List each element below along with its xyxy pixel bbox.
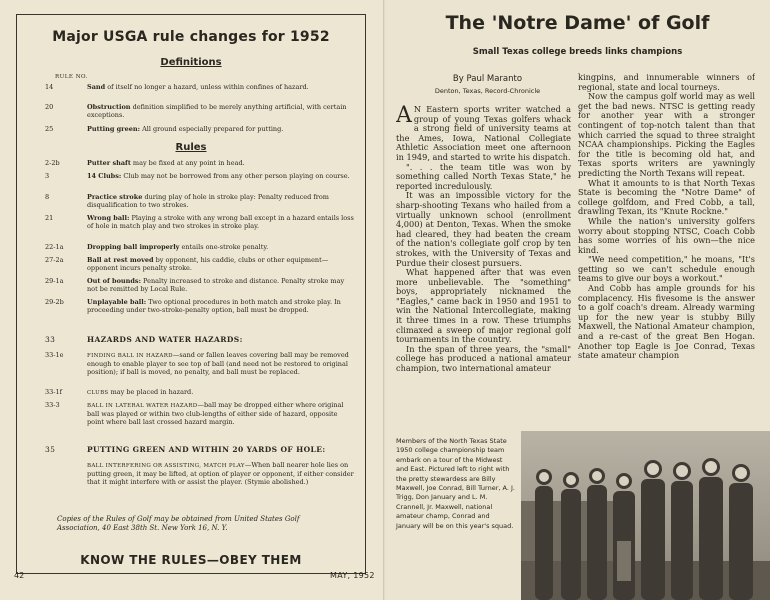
rule-text: entails one-stroke penalty.: [179, 243, 269, 251]
article-column-2: [578, 73, 755, 423]
rule-term: Putting green:: [87, 125, 140, 133]
byline: By Paul Maranto: [452, 74, 523, 84]
rule-text: definition simplified to be merely anything artificial, with certain exceptions.: [87, 103, 347, 119]
issue-date: MAY, 1952: [330, 571, 375, 580]
right-page: [385, 0, 770, 600]
rule-text: —sand or fallen leaves covering ball may be removed enough to enable player to see top of ball (and need not be restored to original position); if ball is moved, no penalty, and ball must be replaced.: [87, 351, 349, 376]
dateline: Denton, Texas, Record-Chronicle: [434, 87, 541, 95]
copies-note: Copies of the Rules of Golf may be obtained from United States Golf Association, 40 East 38th St. New York 16, N. Y.: [57, 515, 300, 532]
rule-number: 27-2a: [45, 256, 64, 264]
rule-text: Playing a stroke with any wrong ball except in a hazard entails loss of hole in match play and two strokes in stroke play.: [87, 214, 354, 230]
rule-term: Practice stroke: [87, 193, 143, 201]
paragraph: While the nation's university golfers worry about stopping NTSC, Coach Cobb has some worries of his own—the nice kind.: [578, 215, 755, 255]
rule-term: BALL INTERFERING OR ASSISTING, MATCH PLAY: [87, 463, 245, 469]
rule-number: 2-2b: [45, 159, 60, 167]
rule-text: by opponent, his caddie, clubs or other equipment—opponent incurs penalty stroke.: [87, 256, 329, 272]
rule-number: 22-1a: [45, 243, 64, 251]
rule-number: 20: [45, 103, 54, 111]
rule-number: 33-3: [45, 401, 60, 409]
article-title: The 'Notre Dame' of Golf: [445, 12, 710, 34]
definitions-heading: Definitions: [160, 57, 222, 68]
article-subtitle: Small Texas college breeds links champions: [472, 47, 683, 57]
rule-text: Club may not be borrowed from any other person playing on course.: [121, 172, 350, 180]
rule-term: FINDING BALL IN HAZARD: [87, 353, 173, 359]
rule-number: 29-1a: [45, 277, 64, 285]
rule-text: may be fixed at any point in head.: [130, 159, 245, 167]
rule-term: 14 Clubs:: [87, 172, 122, 180]
paragraph: kingpins, and innumerable winners of regional, state and local tourneys.: [578, 73, 755, 92]
paragraph: And Cobb has ample grounds for his complacency. His fivesome is the answer to a golf coach's dream. Already warming up for the new year is stubby Billy Maxwell, the National Amateur champion, and a re-cast of the great Ben Hogan. Another top Eagle is Joe Conrad, Texas state amateur champion: [578, 283, 755, 361]
rule-term: CLUBS: [87, 390, 109, 396]
rules-box-title: Major USGA rule changes for 1952: [52, 29, 330, 45]
photo-caption: Members of the North Texas State 1950 college championship team embark on a tour of the Midwest and East. Pictured left to right with the pretty stewardess are Billy Maxwell, Joe Conrad, Bill Turner, A. J. Trigg, Don January and L. M. Crannell, Jr. Maxwell, national amateur champ, Conrad and January will be on this year's squad.: [396, 437, 515, 530]
rule-term: Putter shaft: [87, 159, 131, 167]
paragraph: In the span of three years, the "small" college has produced a national amateur champion, two international amateur: [396, 343, 571, 374]
paragraph: Now the campus golf world may as well get the bad news. NTSC is getting ready for another year with a stronger contingent of top-notch talent than that which carried the squad to three straight NCAA championships. Picking the Eagles for the title is becoming old hat, and Texas sports writers are yawningly predicting the North Texans will repeat.: [578, 91, 755, 178]
rule-term: Out of bounds:: [87, 277, 141, 285]
rule-text: during play of hole in stroke play: Penalty reduced from disqualification to two strokes.: [87, 193, 329, 209]
rule-text: may be placed in hazard.: [108, 388, 194, 396]
paragraph: ". . . the team title was won by something called North Texas State," he reported incredulously.: [396, 161, 571, 191]
rule-text: Penalty increased to stroke and distance. Penalty stroke may not be remitted by Local Rule.: [87, 277, 345, 293]
hazards-number: 33: [45, 335, 56, 344]
rule-text: —ball may be dropped either where original ball was played or within two club-lengths of either side of hazard, opposite point where ball last crossed hazard margin.: [87, 401, 344, 426]
rule-term: Unplayable ball:: [87, 298, 147, 306]
slogan: KNOW THE RULES—OBEY THEM: [80, 553, 302, 567]
rule-number: 8: [45, 193, 50, 201]
rule-no-label: RULE NO.: [55, 74, 88, 80]
team-photo: [521, 431, 770, 600]
rule-number: 25: [45, 125, 54, 133]
paragraph: It was an impossible victory for the sharp-shooting Texans who hailed from a virtually unknown school (enrollment 4,000) at Denton, Texas. When the smoke had cleared, they had beaten the cream of the nation's collegiate golf crop by ten strokes, with the University of Texas and Purdue their closest pursuers.: [396, 190, 571, 268]
rule-number: 3: [45, 172, 50, 180]
rule-term: Ball at rest moved: [87, 256, 154, 264]
putting-green-heading: PUTTING GREEN AND WITHIN 20 YARDS OF HOLE:: [87, 445, 326, 454]
paragraph: "We need competition," he moans, "It's getting so we can't schedule enough teams to give our boys a workout.": [578, 254, 755, 284]
rule-number: 33-1f: [45, 388, 63, 396]
paragraph: What happened after that was even more unbelievable. The "something" boys, appropriately nicknamed the "Eagles," came back in 1950 and 1951 to win the National Intercollegiate, making it three times in a row. These triumphs climaxed a sweep of major regional golf tournaments in the country.: [396, 267, 571, 345]
rule-term: Wrong ball:: [87, 214, 130, 222]
drop-cap: A: [396, 105, 412, 128]
paragraph: A N Eastern sports writer watched a group of young Texas golfers whack a strong field of university teams at the Ames, Iowa, National Collegiate Athletic Association meet one afternoon in 1949, and started to write his dispatch.: [396, 105, 571, 162]
rule-text: All ground especially prepared for putting.: [140, 125, 284, 133]
rule-term: Dropping ball improperly: [87, 243, 180, 251]
rule-number: 33-1e: [45, 351, 64, 359]
rule-term: Sand: [87, 83, 106, 91]
rule-term: BALL IN LATERAL WATER HAZARD: [87, 403, 198, 409]
rule-number: 14: [45, 83, 54, 91]
page-number: 42: [14, 571, 25, 580]
rule-text: —When ball nearer hole lies on putting green, it may be lifted, at option of player or opponent, if either consider that it might interfere with or assist the player. (Stymie abolished.): [87, 461, 354, 486]
rule-number: 29-2b: [45, 298, 64, 306]
putting-green-number: 35: [45, 445, 56, 454]
rules-box: [16, 14, 366, 574]
rule-term: Obstruction: [87, 103, 131, 111]
hazards-heading: HAZARDS AND WATER HAZARDS:: [87, 335, 243, 344]
rules-heading: Rules: [175, 142, 207, 153]
team-photo-image: [521, 431, 770, 600]
rule-text: of itself no longer a hazard, unless within confines of hazard.: [105, 83, 309, 91]
paragraph: What it amounts to is that North Texas State is becoming the "Notre Dame" of college golfdom, and Fred Cobb, a tall, drawling Texan, its "Knute Rockne.": [578, 177, 755, 217]
article-column-1: [396, 105, 571, 425]
rule-text: Two optional procedures in both match and stroke play. In proceeding under two-stroke-penalty option, ball must be dropped.: [87, 298, 341, 314]
rule-number: 21: [45, 214, 54, 222]
